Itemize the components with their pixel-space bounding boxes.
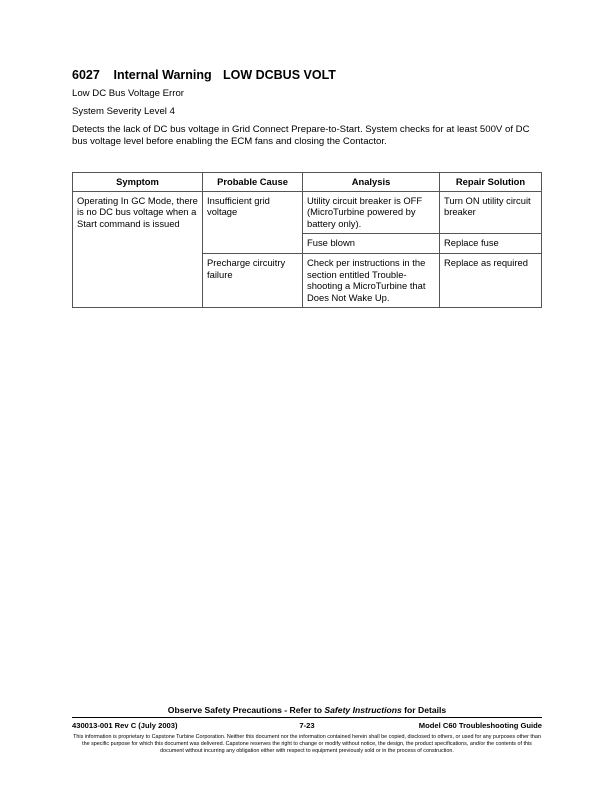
repair-cell: Replace as required <box>440 253 542 307</box>
header-analysis: Analysis <box>303 173 440 192</box>
header-symptom: Symptom <box>73 173 203 192</box>
error-description: Detects the lack of DC bus voltage in Grid Connect Prepare-to-Start. System checks for at least 500V of DC bus voltage level before enabling the ECM fans and closing the Contactor. <box>72 124 530 147</box>
document-id: 430013-001 Rev C (July 2003) <box>72 721 178 730</box>
severity-level: System Severity Level 4 <box>72 106 175 117</box>
repair-cell: Replace fuse <box>440 234 542 254</box>
repair-cell: Turn ON utility circuit breaker <box>440 191 542 234</box>
safety-note-suffix: for Details <box>401 705 447 715</box>
cause-cell: Precharge circuitry failure <box>203 253 303 307</box>
header-probable-cause: Probable Cause <box>203 173 303 192</box>
footer-divider <box>72 717 542 718</box>
safety-note-link-text: Safety Instructions <box>324 705 402 715</box>
symptom-cell: Operating In GC Mode, there is no DC bus voltage when a Start command is issued <box>73 191 203 308</box>
table-header-row <box>73 173 542 192</box>
analysis-cell: Check per instructions in the section entitled Trouble-shooting a MicroTurbine that Does Not Wake Up. <box>303 253 440 307</box>
proprietary-disclaimer: This information is proprietary to Capstone Turbine Corporation. Neither this document nor the information contained herein shall be copied, disclosed to others, or used for any purposes other than the specific purpose for which this document was delivered. Capstone reserves the right to change or modify without notice, the design, the product specifications, and/or the contents of this document without incurring any obligation either with respect to equipment previously sold or in the process of construction. <box>73 734 541 754</box>
page-title <box>72 68 336 82</box>
safety-note-prefix: Observe Safety Precautions - Refer to <box>167 705 325 715</box>
analysis-cell: Utility circuit breaker is OFF (MicroTurbine powered by battery only). <box>303 191 440 234</box>
page-number: 7-23 <box>299 721 315 730</box>
warning-code: 6027 <box>72 68 100 82</box>
header-repair-solution: Repair Solution <box>440 173 542 192</box>
safety-note <box>72 705 542 715</box>
error-subtitle: Low DC Bus Voltage Error <box>72 88 184 99</box>
troubleshooting-table <box>72 172 542 308</box>
guide-title: Model C60 Troubleshooting Guide <box>418 721 542 730</box>
analysis-cell: Fuse blown <box>303 234 440 254</box>
warning-label: LOW DCBUS VOLT <box>222 68 336 82</box>
warning-name: Internal Warning <box>113 68 212 82</box>
cause-cell: Insufficient grid voltage <box>203 191 303 253</box>
table-row <box>73 191 542 234</box>
